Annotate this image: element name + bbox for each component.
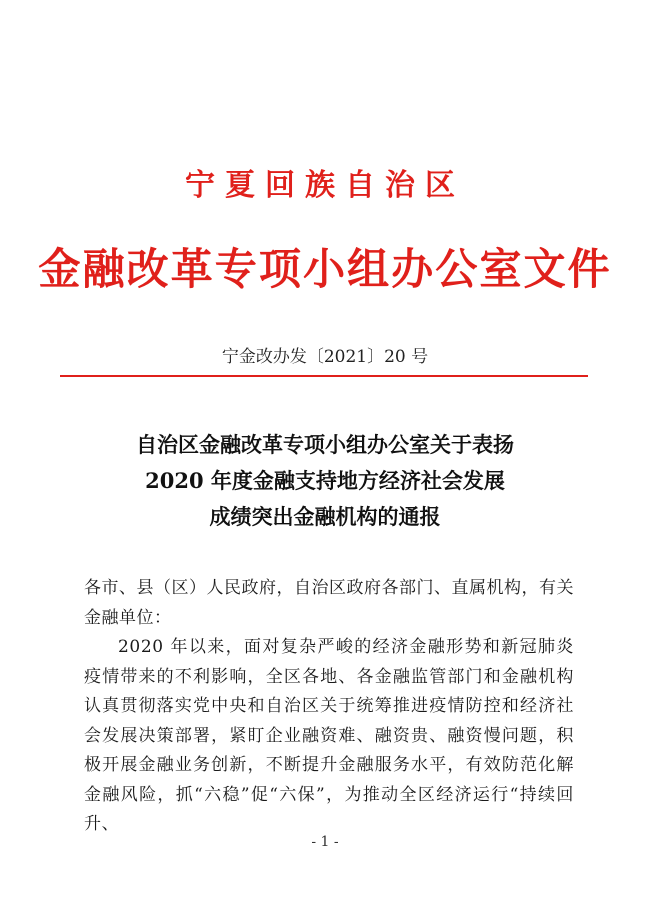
issuing-office-heading: 金融改革专项小组办公室文件 [38, 245, 612, 295]
document-number: 宁金改办发〔2021〕20 号 [221, 347, 429, 367]
title-line-1: 自治区金融改革专项小组办公室关于表扬 [136, 432, 514, 457]
page-number: - 1 - [311, 834, 339, 850]
salutation: 各市、县（区）人民政府，自治区政府各部门、直属机构，有关金融单位： [84, 578, 574, 628]
body-paragraph-1: 2020 年以来，面对复杂严峻的经济金融形势和新冠肺炎疫情带来的不利影响，全区各地、各金融监管部门和金融机构认真贯彻落实党中央和自治区关于统筹推进疫情防控和经济社会发展决策部署，紧盯企业融资难、融资贵、融资慢问题，积极开展金融业务创新，不断提升金融服务水平，有效防范化解金融风险，抓“六稳”促“六保”，为推动全区经济运行“持续回升、 [84, 637, 574, 834]
document-body [84, 574, 574, 840]
issuing-region-heading: 宁夏回族自治区 [185, 168, 465, 203]
red-divider-rule [60, 375, 588, 377]
document-title [0, 427, 650, 535]
title-line-2: 2020 年度金融支持地方经济社会发展 [145, 468, 505, 493]
title-line-3: 成绩突出金融机构的通报 [209, 504, 441, 529]
